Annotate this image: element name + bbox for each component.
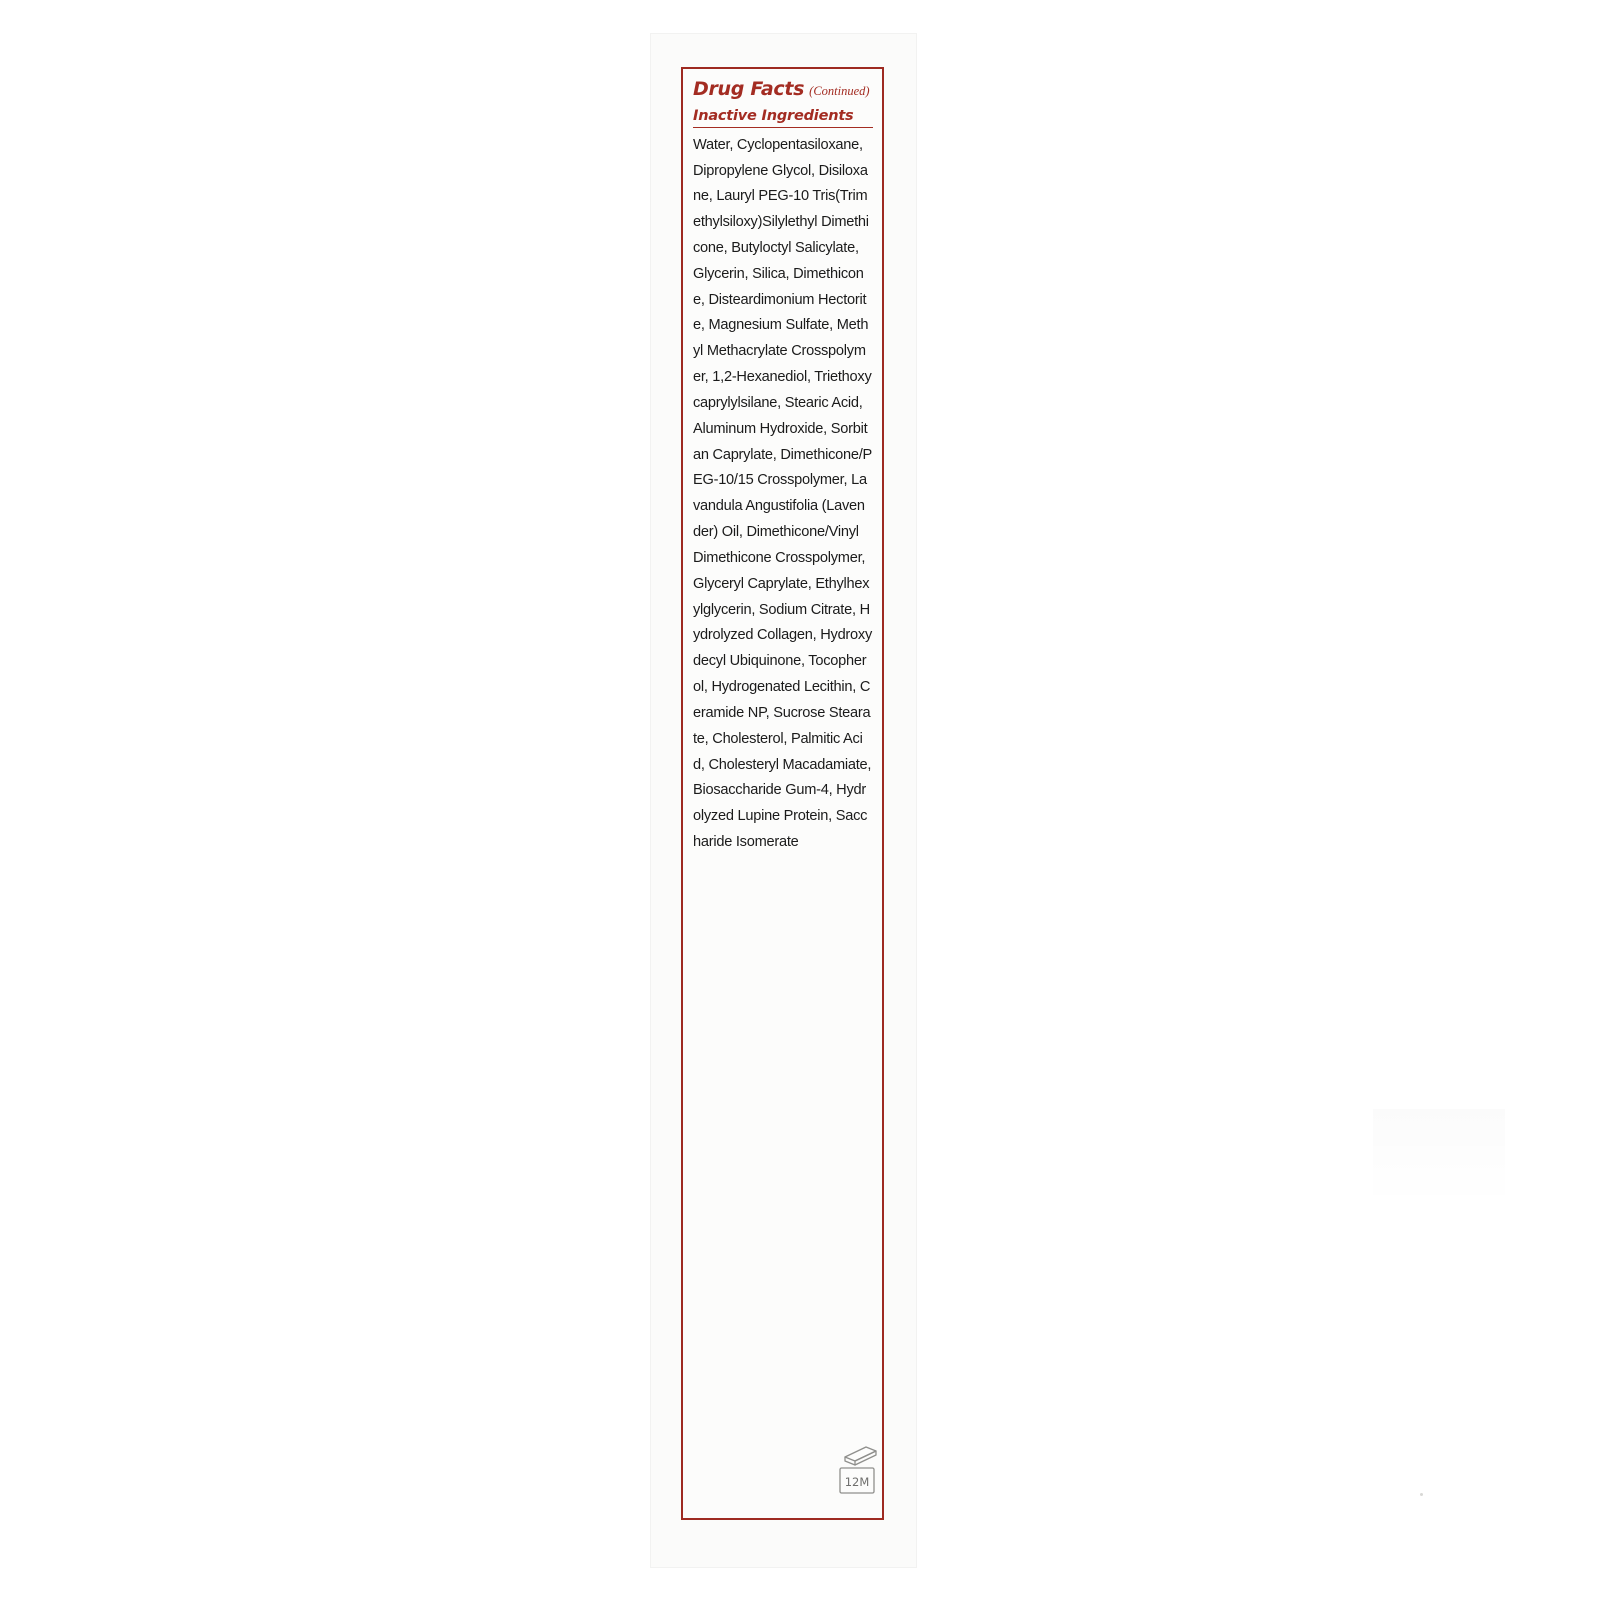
drug-facts-content (683, 69, 882, 856)
print-speck (1420, 1493, 1423, 1496)
pao-label: 12M (844, 1475, 870, 1489)
drug-facts-title-row (693, 80, 873, 99)
drug-facts-continued-note: (Continued) (809, 84, 870, 98)
drug-facts-frame (681, 67, 884, 1520)
print-smudge (1373, 1109, 1505, 1207)
inactive-ingredients-heading: Inactive Ingredients (693, 108, 873, 128)
period-after-opening-icon (836, 1443, 878, 1497)
drug-facts-title: Drug Facts (693, 78, 805, 100)
inactive-ingredients-text: Water, Cyclopentasiloxane, Dipropylene Glycol, Disiloxane, Lauryl PEG-10 Tris(Trimethylsiloxy)Silylethyl Dimethicone, Butyloctyl Salicylate, Glycerin, Silica, Dimethicone, Disteardimonium Hectorite, Magnesium Sulfate, Methyl Methacrylate Crosspolymer, 1,2-Hexanediol, Triethoxycaprylylsilane, Stearic Acid, Aluminum Hydroxide, Sorbitan Caprylate, Dimethicone/PEG-10/15 Crosspolymer, Lavandula Angustifolia (Lavender) Oil, Dimethicone/Vinyl Dimethicone Crosspolymer, Glyceryl Caprylate, Ethylhexylglycerin, Sodium Citrate, Hydrolyzed Collagen, Hydroxydecyl Ubiquinone, Tocopherol, Hydrogenated Lecithin, Ceramide NP, Sucrose Stearate, Cholesterol, Palmitic Acid, Cholesteryl Macadamiate, Biosaccharide Gum-4, Hydrolyzed Lupine Protein, Saccharide Isomerate (693, 136, 873, 851)
